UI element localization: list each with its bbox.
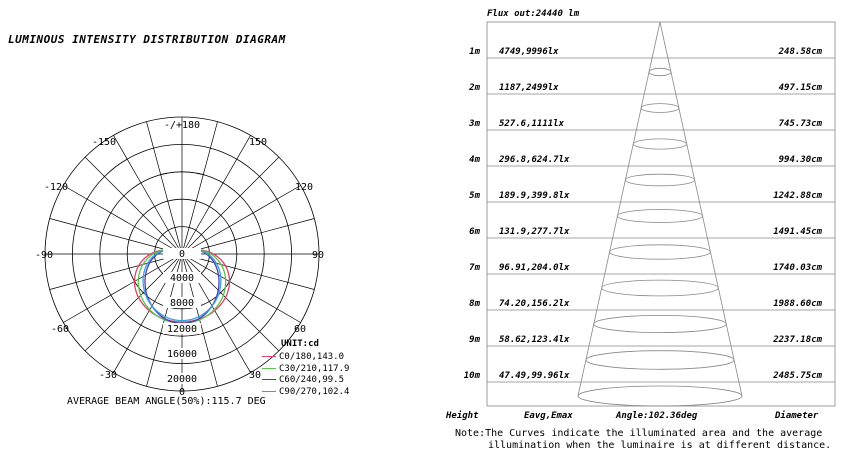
height-cell: 6m xyxy=(469,227,480,237)
angle-label-p30: 30 xyxy=(248,370,262,381)
diameter-cell: 2485.75cm xyxy=(773,371,822,381)
angle-footer-label: Angle:102.36deg xyxy=(616,411,698,421)
radial-label: 12000 xyxy=(166,324,198,335)
cone-ellipse xyxy=(625,174,694,186)
angle-label-p60: 60 xyxy=(293,324,307,335)
legend-label: C60/240,99.5 xyxy=(279,375,345,385)
diameter-cell: 745.73cm xyxy=(778,119,822,129)
cone-edge-right xyxy=(660,22,742,396)
note-line-1: Note:The Curves indicate the illuminated area and the average xyxy=(455,428,823,439)
angle-label-bottom: 0 xyxy=(178,387,186,398)
diameter-cell: 994.30cm xyxy=(778,155,822,165)
diameter-cell: 1988.60cm xyxy=(773,299,822,309)
radial-label: 20000 xyxy=(166,374,198,385)
height-cell: 8m xyxy=(469,299,480,309)
height-cell: 9m xyxy=(469,335,480,345)
legend-item xyxy=(262,375,344,385)
legend-item xyxy=(262,352,344,362)
diameter-cell: 2237.18cm xyxy=(773,335,822,345)
radial-label: 4000 xyxy=(169,273,195,284)
legend-swatch xyxy=(262,356,276,357)
height-footer-label: Height xyxy=(446,411,479,421)
height-cell: 5m xyxy=(469,191,480,201)
cone-ellipse xyxy=(578,386,742,406)
diameter-cell: 1491.45cm xyxy=(773,227,822,237)
angle-label-m30: -30 xyxy=(98,370,118,381)
angle-label-p90: 90 xyxy=(311,250,325,261)
eavg-cell: 74.20,156.2lx xyxy=(499,299,570,309)
beam-angle-text: AVERAGE BEAM ANGLE(50%):115.7 DEG xyxy=(67,396,266,407)
legend-swatch xyxy=(262,391,276,392)
eavg-footer-label: Eavg,Emax xyxy=(524,411,573,421)
diameter-cell: 1740.03cm xyxy=(773,263,822,273)
cone-grid xyxy=(487,22,835,406)
height-cell: 10m xyxy=(463,371,480,381)
angle-label-m60: -60 xyxy=(50,324,70,335)
radial-label: 16000 xyxy=(166,349,198,360)
cone-ellipse xyxy=(586,351,734,370)
cone-edge-left xyxy=(578,22,660,396)
diameter-footer-label: Diameter xyxy=(775,411,819,421)
angle-label-m150: -150 xyxy=(91,137,117,148)
eavg-cell: 4749,9996lx xyxy=(499,47,559,57)
legend-label: C30/210,117.9 xyxy=(279,363,350,374)
eavg-cell: 58.62,123.4lx xyxy=(499,335,570,345)
legend-swatch xyxy=(262,368,276,369)
flux-output-text: Flux out:24440 lm xyxy=(487,9,580,19)
height-cell: 2m xyxy=(469,83,480,93)
eavg-cell: 131.9,277.7lx xyxy=(499,227,570,237)
cone-ellipse xyxy=(618,210,703,223)
eavg-cell: 1187,2499lx xyxy=(499,83,559,93)
height-cell: 1m xyxy=(469,47,480,57)
unit-label: UNIT:cd xyxy=(281,339,319,349)
cone-ellipse xyxy=(602,280,719,296)
radial-label: 0 xyxy=(178,249,186,260)
cone-frame xyxy=(487,22,835,406)
height-cell: 4m xyxy=(469,155,480,165)
cone-ellipse xyxy=(641,104,679,113)
legend-item xyxy=(262,364,349,374)
legend-item xyxy=(262,387,349,397)
eavg-cell: 96.91,204.0lx xyxy=(499,263,570,273)
radial-label: 8000 xyxy=(169,298,195,309)
angle-label-m120: -120 xyxy=(43,182,69,193)
cone-ellipse xyxy=(610,245,711,259)
legend-label: C0/180,143.0 xyxy=(279,352,345,362)
cone-ellipse xyxy=(594,315,726,332)
eavg-cell: 189.9,399.8lx xyxy=(499,191,570,201)
legend-label: C90/270,102.4 xyxy=(279,386,350,397)
angle-label-top: -/+180 xyxy=(163,120,201,131)
eavg-cell: 47.49,99.96lx xyxy=(499,371,570,381)
height-cell: 3m xyxy=(469,119,480,129)
cone-shapes xyxy=(578,22,742,406)
eavg-cell: 527.6,1111lx xyxy=(499,119,565,129)
cone-ellipse xyxy=(649,68,671,75)
diagram-title: LUMINOUS INTENSITY DISTRIBUTION DIAGRAM xyxy=(8,33,286,46)
angle-label-m90: -90 xyxy=(34,250,54,261)
diameter-cell: 1242.88cm xyxy=(773,191,822,201)
eavg-cell: 296.8,624.7lx xyxy=(499,155,570,165)
height-cell: 7m xyxy=(469,263,480,273)
angle-label-p120: 120 xyxy=(294,182,314,193)
diameter-cell: 497.15cm xyxy=(778,83,822,93)
angle-label-p150: 150 xyxy=(248,137,268,148)
cone-ellipse xyxy=(633,139,686,149)
legend-swatch xyxy=(262,379,276,380)
diameter-cell: 248.58cm xyxy=(778,47,822,57)
note-line-2: illumination when the luminaire is at different distance. xyxy=(488,440,832,451)
